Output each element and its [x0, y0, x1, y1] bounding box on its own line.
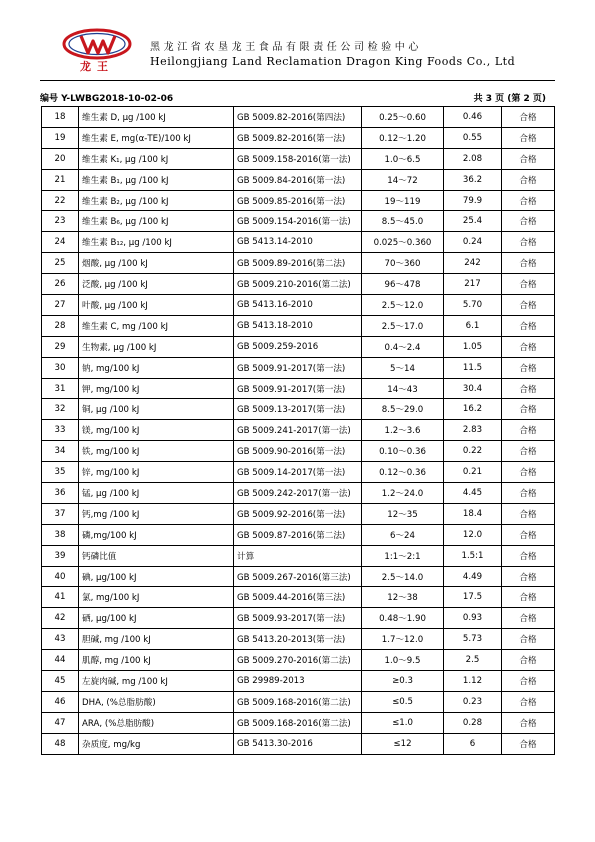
table-row [42, 712, 555, 733]
standard-range-cell: 2.5～17.0 [362, 315, 444, 336]
row-number-cell: 47 [42, 712, 79, 733]
test-item-cell: 叶酸, μg /100 kJ [79, 295, 234, 316]
company-name-cn: 黑龙江省农垦龙王食品有限责任公司检验中心 [150, 42, 422, 53]
row-number-cell: 33 [42, 420, 79, 441]
test-method-cell: GB 5413.14-2010 [234, 232, 362, 253]
row-number-cell: 38 [42, 524, 79, 545]
test-result-cell: 16.2 [444, 399, 502, 420]
test-result-cell: 11.5 [444, 357, 502, 378]
conclusion-cell: 合格 [502, 148, 555, 169]
conclusion-cell: 合格 [502, 336, 555, 357]
company-name-en: Heilongjiang Land Reclamation Dragon King Foods Co., Ltd [150, 55, 516, 68]
standard-range-cell: 6～24 [362, 524, 444, 545]
conclusion-cell: 合格 [502, 420, 555, 441]
table-row [42, 169, 555, 190]
conclusion-cell: 合格 [502, 587, 555, 608]
test-method-cell: GB 5009.210-2016(第二法) [234, 274, 362, 295]
standard-range-cell: 1.2～24.0 [362, 483, 444, 504]
test-result-cell: 5.73 [444, 629, 502, 650]
test-result-cell: 1.05 [444, 336, 502, 357]
test-result-cell: 0.55 [444, 127, 502, 148]
row-number-cell: 26 [42, 274, 79, 295]
table-row [42, 399, 555, 420]
test-result-cell: 0.24 [444, 232, 502, 253]
table-row [42, 336, 555, 357]
conclusion-cell: 合格 [502, 483, 555, 504]
standard-range-cell: 0.10～0.36 [362, 441, 444, 462]
test-method-cell: GB 5009.242-2017(第一法) [234, 483, 362, 504]
test-item-cell: 钙磷比值 [79, 545, 234, 566]
test-method-cell: GB 5009.154-2016(第一法) [234, 211, 362, 232]
row-number-cell: 23 [42, 211, 79, 232]
test-result-cell: 0.21 [444, 462, 502, 483]
table-row [42, 650, 555, 671]
standard-range-cell: 5～14 [362, 357, 444, 378]
test-result-cell: 2.08 [444, 148, 502, 169]
row-number-cell: 22 [42, 190, 79, 211]
conclusion-cell: 合格 [502, 274, 555, 295]
test-result-cell: 1.5:1 [444, 545, 502, 566]
test-result-cell: 5.70 [444, 295, 502, 316]
standard-range-cell: 1.7～12.0 [362, 629, 444, 650]
row-number-cell: 37 [42, 503, 79, 524]
test-item-cell: 铜, μg /100 kJ [79, 399, 234, 420]
conclusion-cell: 合格 [502, 503, 555, 524]
standard-range-cell: ≤12 [362, 733, 444, 754]
table-row [42, 127, 555, 148]
table-row [42, 420, 555, 441]
row-number-cell: 25 [42, 253, 79, 274]
test-results-table [41, 106, 555, 755]
test-item-cell: 胆碱, mg /100 kJ [79, 629, 234, 650]
test-result-cell: 17.5 [444, 587, 502, 608]
table-row [42, 378, 555, 399]
conclusion-cell: 合格 [502, 462, 555, 483]
test-result-cell: 217 [444, 274, 502, 295]
test-method-cell: GB 5009.259-2016 [234, 336, 362, 357]
test-method-cell: GB 5009.270-2016(第二法) [234, 650, 362, 671]
conclusion-cell: 合格 [502, 253, 555, 274]
test-result-cell: 0.93 [444, 608, 502, 629]
conclusion-cell: 合格 [502, 712, 555, 733]
test-item-cell: 钙,mg /100 kJ [79, 503, 234, 524]
standard-range-cell: 2.5～12.0 [362, 295, 444, 316]
table-row [42, 545, 555, 566]
conclusion-cell: 合格 [502, 399, 555, 420]
table-row [42, 357, 555, 378]
test-item-cell: 碘, μg/100 kJ [79, 566, 234, 587]
row-number-cell: 31 [42, 378, 79, 399]
standard-range-cell: 70～360 [362, 253, 444, 274]
standard-range-cell: 96～478 [362, 274, 444, 295]
test-item-cell: 维生素 B₂, μg /100 kJ [79, 190, 234, 211]
test-item-cell: DHA, (%总脂肪酸) [79, 691, 234, 712]
test-item-cell: 维生素 B₆, μg /100 kJ [79, 211, 234, 232]
conclusion-cell: 合格 [502, 691, 555, 712]
test-method-cell: GB 5009.267-2016(第三法) [234, 566, 362, 587]
conclusion-cell: 合格 [502, 315, 555, 336]
test-method-cell: GB 5009.85-2016(第一法) [234, 190, 362, 211]
table-row [42, 671, 555, 692]
row-number-cell: 24 [42, 232, 79, 253]
conclusion-cell: 合格 [502, 295, 555, 316]
standard-range-cell: ≤0.5 [362, 691, 444, 712]
standard-range-cell: 0.25～0.60 [362, 107, 444, 128]
test-result-cell: 0.28 [444, 712, 502, 733]
table-row [42, 608, 555, 629]
logo-text: 龙王 [80, 60, 114, 73]
row-number-cell: 35 [42, 462, 79, 483]
test-method-cell: GB 5413.18-2010 [234, 315, 362, 336]
conclusion-cell: 合格 [502, 733, 555, 754]
test-result-cell: 18.4 [444, 503, 502, 524]
test-item-cell: ARA, (%总脂肪酸) [79, 712, 234, 733]
test-item-cell: 钾, mg/100 kJ [79, 378, 234, 399]
row-number-cell: 46 [42, 691, 79, 712]
conclusion-cell: 合格 [502, 545, 555, 566]
row-number-cell: 43 [42, 629, 79, 650]
standard-range-cell: 14～43 [362, 378, 444, 399]
test-result-cell: 2.5 [444, 650, 502, 671]
row-number-cell: 18 [42, 107, 79, 128]
test-item-cell: 锰, μg /100 kJ [79, 483, 234, 504]
test-result-cell: 4.45 [444, 483, 502, 504]
standard-range-cell: 8.5～45.0 [362, 211, 444, 232]
test-item-cell: 维生素 B₁, μg /100 kJ [79, 169, 234, 190]
test-result-cell: 12.0 [444, 524, 502, 545]
row-number-cell: 48 [42, 733, 79, 754]
table-row [42, 503, 555, 524]
test-item-cell: 维生素 E, mg(α-TE)/100 kJ [79, 127, 234, 148]
test-item-cell: 镁, mg/100 kJ [79, 420, 234, 441]
table-row [42, 462, 555, 483]
test-item-cell: 生物素, μg /100 kJ [79, 336, 234, 357]
test-item-cell: 钠, mg/100 kJ [79, 357, 234, 378]
conclusion-cell: 合格 [502, 127, 555, 148]
table-row [42, 253, 555, 274]
table-row [42, 441, 555, 462]
row-number-cell: 27 [42, 295, 79, 316]
conclusion-cell: 合格 [502, 378, 555, 399]
row-number-cell: 45 [42, 671, 79, 692]
test-method-cell: GB 29989-2013 [234, 671, 362, 692]
test-result-cell: 242 [444, 253, 502, 274]
test-method-cell: GB 5413.20-2013(第一法) [234, 629, 362, 650]
standard-range-cell: 0.48～1.90 [362, 608, 444, 629]
test-result-cell: 6 [444, 733, 502, 754]
test-item-cell: 烟酸, μg /100 kJ [79, 253, 234, 274]
standard-range-cell: 0.025～0.360 [362, 232, 444, 253]
test-method-cell: GB 5413.30-2016 [234, 733, 362, 754]
table-row [42, 587, 555, 608]
test-item-cell: 铁, mg/100 kJ [79, 441, 234, 462]
test-method-cell: GB 5009.91-2017(第一法) [234, 378, 362, 399]
standard-range-cell: 1.0～9.5 [362, 650, 444, 671]
test-method-cell: GB 5009.93-2017(第一法) [234, 608, 362, 629]
test-item-cell: 维生素 K₁, μg /100 kJ [79, 148, 234, 169]
standard-range-cell: 0.12～0.36 [362, 462, 444, 483]
test-result-cell: 0.46 [444, 107, 502, 128]
test-item-cell: 硒, μg/100 kJ [79, 608, 234, 629]
test-method-cell: GB 5009.44-2016(第三法) [234, 587, 362, 608]
conclusion-cell: 合格 [502, 524, 555, 545]
test-result-cell: 25.4 [444, 211, 502, 232]
test-result-cell: 1.12 [444, 671, 502, 692]
test-result-cell: 0.22 [444, 441, 502, 462]
conclusion-cell: 合格 [502, 671, 555, 692]
report-number: 编号 Y-LWBG2018-10-02-06 [40, 94, 174, 104]
test-method-cell: GB 5009.13-2017(第一法) [234, 399, 362, 420]
table-row [42, 190, 555, 211]
test-result-cell: 4.49 [444, 566, 502, 587]
table-row [42, 733, 555, 754]
row-number-cell: 36 [42, 483, 79, 504]
conclusion-cell: 合格 [502, 608, 555, 629]
table-row [42, 524, 555, 545]
table-row [42, 691, 555, 712]
row-number-cell: 34 [42, 441, 79, 462]
standard-range-cell: 12～38 [362, 587, 444, 608]
conclusion-cell: 合格 [502, 566, 555, 587]
test-method-cell: GB 5009.168-2016(第二法) [234, 691, 362, 712]
test-result-cell: 0.23 [444, 691, 502, 712]
test-method-cell: GB 5009.84-2016(第一法) [234, 169, 362, 190]
table-row [42, 629, 555, 650]
standard-range-cell: 2.5～14.0 [362, 566, 444, 587]
standard-range-cell: 8.5～29.0 [362, 399, 444, 420]
test-method-cell: GB 5009.91-2017(第一法) [234, 357, 362, 378]
test-method-cell: GB 5009.89-2016(第二法) [234, 253, 362, 274]
row-number-cell: 28 [42, 315, 79, 336]
row-number-cell: 21 [42, 169, 79, 190]
row-number-cell: 32 [42, 399, 79, 420]
page-indicator: 共 3 页 (第 2 页) [473, 94, 546, 104]
row-number-cell: 19 [42, 127, 79, 148]
test-result-cell: 36.2 [444, 169, 502, 190]
row-number-cell: 40 [42, 566, 79, 587]
test-method-cell: GB 5009.90-2016(第一法) [234, 441, 362, 462]
row-number-cell: 20 [42, 148, 79, 169]
test-method-cell: GB 5009.82-2016(第一法) [234, 127, 362, 148]
conclusion-cell: 合格 [502, 357, 555, 378]
standard-range-cell: 1.0～6.5 [362, 148, 444, 169]
test-method-cell: GB 5009.87-2016(第二法) [234, 524, 362, 545]
table-row [42, 315, 555, 336]
table-row [42, 295, 555, 316]
standard-range-cell: 1.2～3.6 [362, 420, 444, 441]
test-result-cell: 6.1 [444, 315, 502, 336]
test-method-cell: GB 5009.241-2017(第一法) [234, 420, 362, 441]
row-number-cell: 41 [42, 587, 79, 608]
table-row [42, 107, 555, 128]
test-item-cell: 锌, mg/100 kJ [79, 462, 234, 483]
test-method-cell: GB 5009.14-2017(第一法) [234, 462, 362, 483]
standard-range-cell: 0.4～2.4 [362, 336, 444, 357]
test-method-cell: GB 5009.168-2016(第二法) [234, 712, 362, 733]
header-divider [40, 80, 555, 81]
test-item-cell: 维生素 C, mg /100 kJ [79, 315, 234, 336]
row-number-cell: 42 [42, 608, 79, 629]
conclusion-cell: 合格 [502, 441, 555, 462]
standard-range-cell: 19～119 [362, 190, 444, 211]
test-item-cell: 肌醇, mg /100 kJ [79, 650, 234, 671]
table-row [42, 232, 555, 253]
test-method-cell: GB 5009.158-2016(第一法) [234, 148, 362, 169]
test-item-cell: 氯, mg/100 kJ [79, 587, 234, 608]
test-method-cell: GB 5413.16-2010 [234, 295, 362, 316]
row-number-cell: 29 [42, 336, 79, 357]
table-row [42, 483, 555, 504]
test-item-cell: 磷,mg/100 kJ [79, 524, 234, 545]
conclusion-cell: 合格 [502, 211, 555, 232]
table-row [42, 566, 555, 587]
test-item-cell: 维生素 B₁₂, μg /100 kJ [79, 232, 234, 253]
test-method-cell: 计算 [234, 545, 362, 566]
test-item-cell: 杂质度, mg/kg [79, 733, 234, 754]
test-item-cell: 泛酸, μg /100 kJ [79, 274, 234, 295]
conclusion-cell: 合格 [502, 232, 555, 253]
test-method-cell: GB 5009.92-2016(第一法) [234, 503, 362, 524]
standard-range-cell: 14～72 [362, 169, 444, 190]
test-method-cell: GB 5009.82-2016(第四法) [234, 107, 362, 128]
table-row [42, 211, 555, 232]
test-item-cell: 维生素 D, μg /100 kJ [79, 107, 234, 128]
test-result-cell: 2.83 [444, 420, 502, 441]
company-logo-icon [62, 27, 132, 73]
row-number-cell: 30 [42, 357, 79, 378]
row-number-cell: 39 [42, 545, 79, 566]
test-result-cell: 79.9 [444, 190, 502, 211]
conclusion-cell: 合格 [502, 169, 555, 190]
test-item-cell: 左旋肉碱, mg /100 kJ [79, 671, 234, 692]
report-header [0, 0, 595, 80]
conclusion-cell: 合格 [502, 190, 555, 211]
row-number-cell: 44 [42, 650, 79, 671]
test-results-body [42, 107, 555, 755]
standard-range-cell: 1:1～2:1 [362, 545, 444, 566]
conclusion-cell: 合格 [502, 650, 555, 671]
table-row [42, 148, 555, 169]
table-row [42, 274, 555, 295]
standard-range-cell: 0.12～1.20 [362, 127, 444, 148]
standard-range-cell: ≤1.0 [362, 712, 444, 733]
conclusion-cell: 合格 [502, 107, 555, 128]
test-result-cell: 30.4 [444, 378, 502, 399]
standard-range-cell: ≥0.3 [362, 671, 444, 692]
standard-range-cell: 12～35 [362, 503, 444, 524]
conclusion-cell: 合格 [502, 629, 555, 650]
